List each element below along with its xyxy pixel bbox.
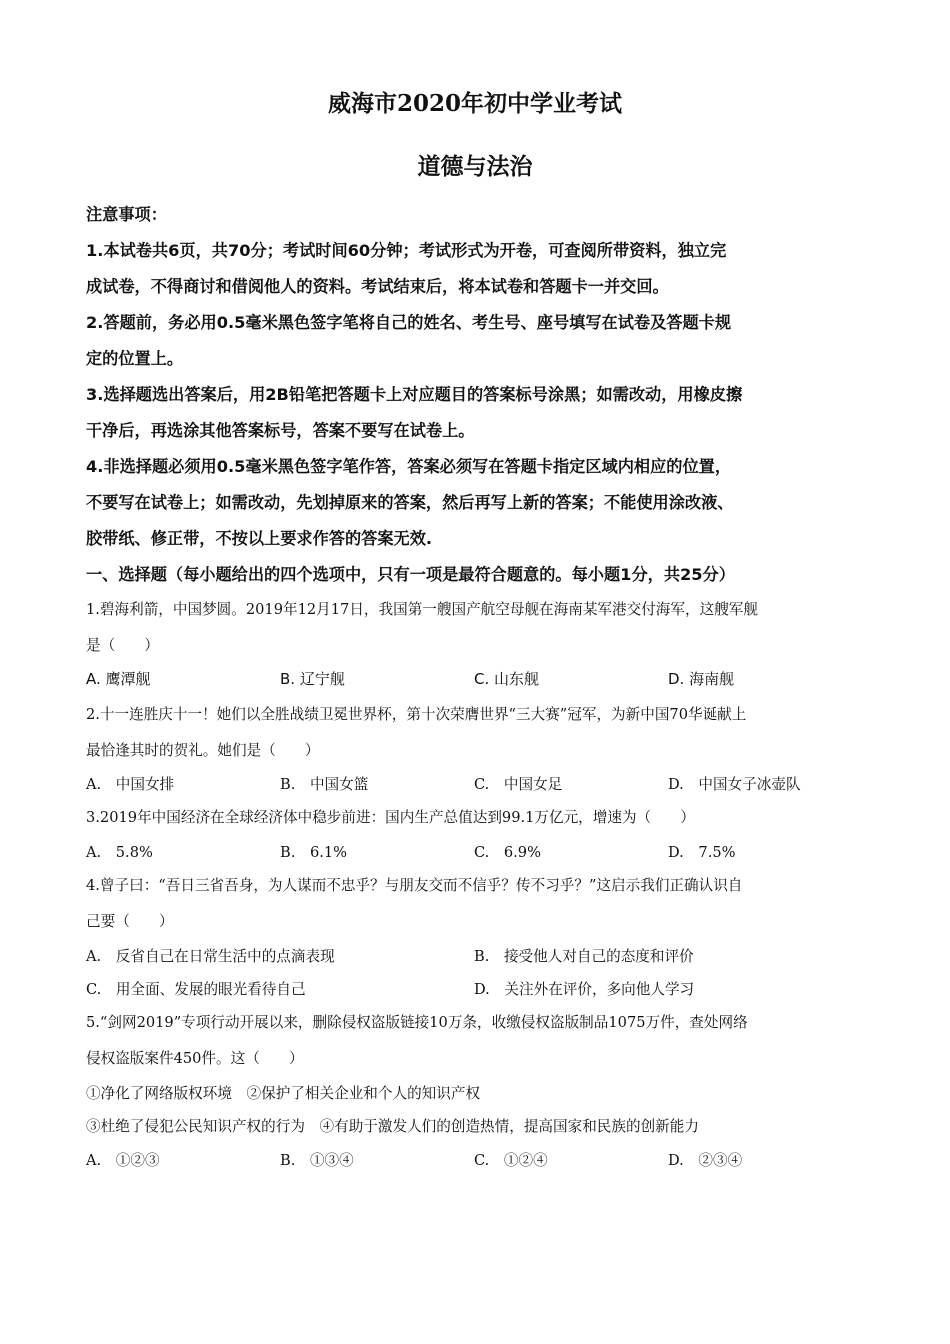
notice-line: 3.选择题选出答案后，用2B铅笔把答题卡上对应题目的答案标号涂黑；如需改动，用橡皮擦 <box>86 385 743 404</box>
question-1-text: 1.碧海利箭，中国梦圆。2019年12月17日，我国第一艘国产航空母舰在海南某军港交付海军，这艘军舰 <box>86 601 758 618</box>
question-2-text: 2.十一连胜庆十一！她们以全胜战绩卫冕世界杯，第十次荣膺世界“三大赛”冠军，为新中国70华诞献上 <box>86 706 747 723</box>
notice-line: 干净后，再选涂其他答案标号，答案不要写在试卷上。 <box>86 421 475 440</box>
question-1-option-a: A. 鹰潭舰 <box>86 670 151 688</box>
notice-line: 4.非选择题必须用0.5毫米黑色签字笔作答，答案必须写在答题卡指定区域内相应的位置， <box>86 457 732 476</box>
question-4-option-c: C. 用全面、发展的眼光看待自己 <box>86 981 306 998</box>
question-5-option-d: D. ②③④ <box>668 1152 743 1169</box>
question-3-option-c: C. 6.9% <box>474 844 541 861</box>
question-5-option-c: C. ①②④ <box>474 1152 548 1169</box>
question-4-text: 4.曾子曰：“吾日三省吾身，为人谋而不忠乎？与朋友交而不信乎？传不习乎？”这启示我们正确认识自 <box>86 877 743 894</box>
question-5-text: 侵权盗版案件450件。这（ ） <box>86 1050 304 1067</box>
notice-line: 不要写在试卷上；如需改动，先划掉原来的答案，然后再写上新的答案；不能使用涂改液、 <box>86 493 734 512</box>
question-2-option-a: A. 中国女排 <box>86 776 175 793</box>
notice-line: 胶带纸、修正带，不按以上要求作答的答案无效. <box>86 529 433 548</box>
exam-title: 威海市2020年初中学业考试 <box>327 90 622 117</box>
question-4-text: 己要（ ） <box>86 913 174 930</box>
question-5-statement: ③杜绝了侵犯公民知识产权的行为 ④有助于激发人们的创造热情，提高国家和民族的创新能力 <box>86 1118 699 1135</box>
question-5-statement: ①净化了网络版权环境 ②保护了相关企业和个人的知识产权 <box>86 1085 481 1102</box>
question-4-option-a: A. 反省自己在日常生活中的点滴表现 <box>86 948 335 965</box>
question-1-option-b: B. 辽宁舰 <box>280 670 345 688</box>
notice-line: 定的位置上。 <box>86 349 184 368</box>
question-1-option-c: C. 山东舰 <box>474 670 540 688</box>
question-5-text: 5.“剑网2019”专项行动开展以来，删除侵权盗版链接10万条，收缴侵权盗版制品1075万件，查处网络 <box>86 1014 748 1031</box>
question-2-text: 最恰逢其时的贺礼。她们是（ ） <box>86 742 320 759</box>
question-1-option-d: D. 海南舰 <box>668 670 735 688</box>
question-2-option-c: C. 中国女足 <box>474 776 563 793</box>
notice-line: 成试卷，不得商讨和借阅他人的资料。考试结束后，将本试卷和答题卡一并交回。 <box>86 277 669 296</box>
question-3-option-d: D. 7.5% <box>668 844 736 861</box>
question-2-option-b: B. 中国女篮 <box>280 776 369 793</box>
question-5-option-a: A. ①②③ <box>86 1152 160 1169</box>
question-4-option-d: D. 关注外在评价，多向他人学习 <box>474 981 695 998</box>
section-heading: 一、选择题（每小题给出的四个选项中，只有一项是最符合题意的。每小题1分，共25分） <box>86 565 735 584</box>
question-3-option-b: B. 6.1% <box>280 844 348 861</box>
question-3-option-a: A. 5.8% <box>86 844 153 861</box>
subject-title: 道德与法治 <box>417 153 533 180</box>
notice-heading: 注意事项： <box>86 205 167 224</box>
question-3-text: 3.2019年中国经济在全球经济体中稳步前进：国内生产总值达到99.1万亿元，增速为（ ） <box>86 809 695 826</box>
question-2-option-d: D. 中国女子冰壶队 <box>668 776 801 793</box>
question-5-option-b: B. ①③④ <box>280 1152 354 1169</box>
question-1-text: 是（ ） <box>86 637 159 654</box>
notice-line: 1.本试卷共6页，共70分；考试时间60分钟；考试形式为开卷，可查阅所带资料，独立完 <box>86 241 727 260</box>
question-4-option-b: B. 接受他人对自己的态度和评价 <box>474 948 694 965</box>
notice-line: 2.答题前，务必用0.5毫米黑色签字笔将自己的姓名、考生号、座号填写在试卷及答题卡规 <box>86 313 732 332</box>
